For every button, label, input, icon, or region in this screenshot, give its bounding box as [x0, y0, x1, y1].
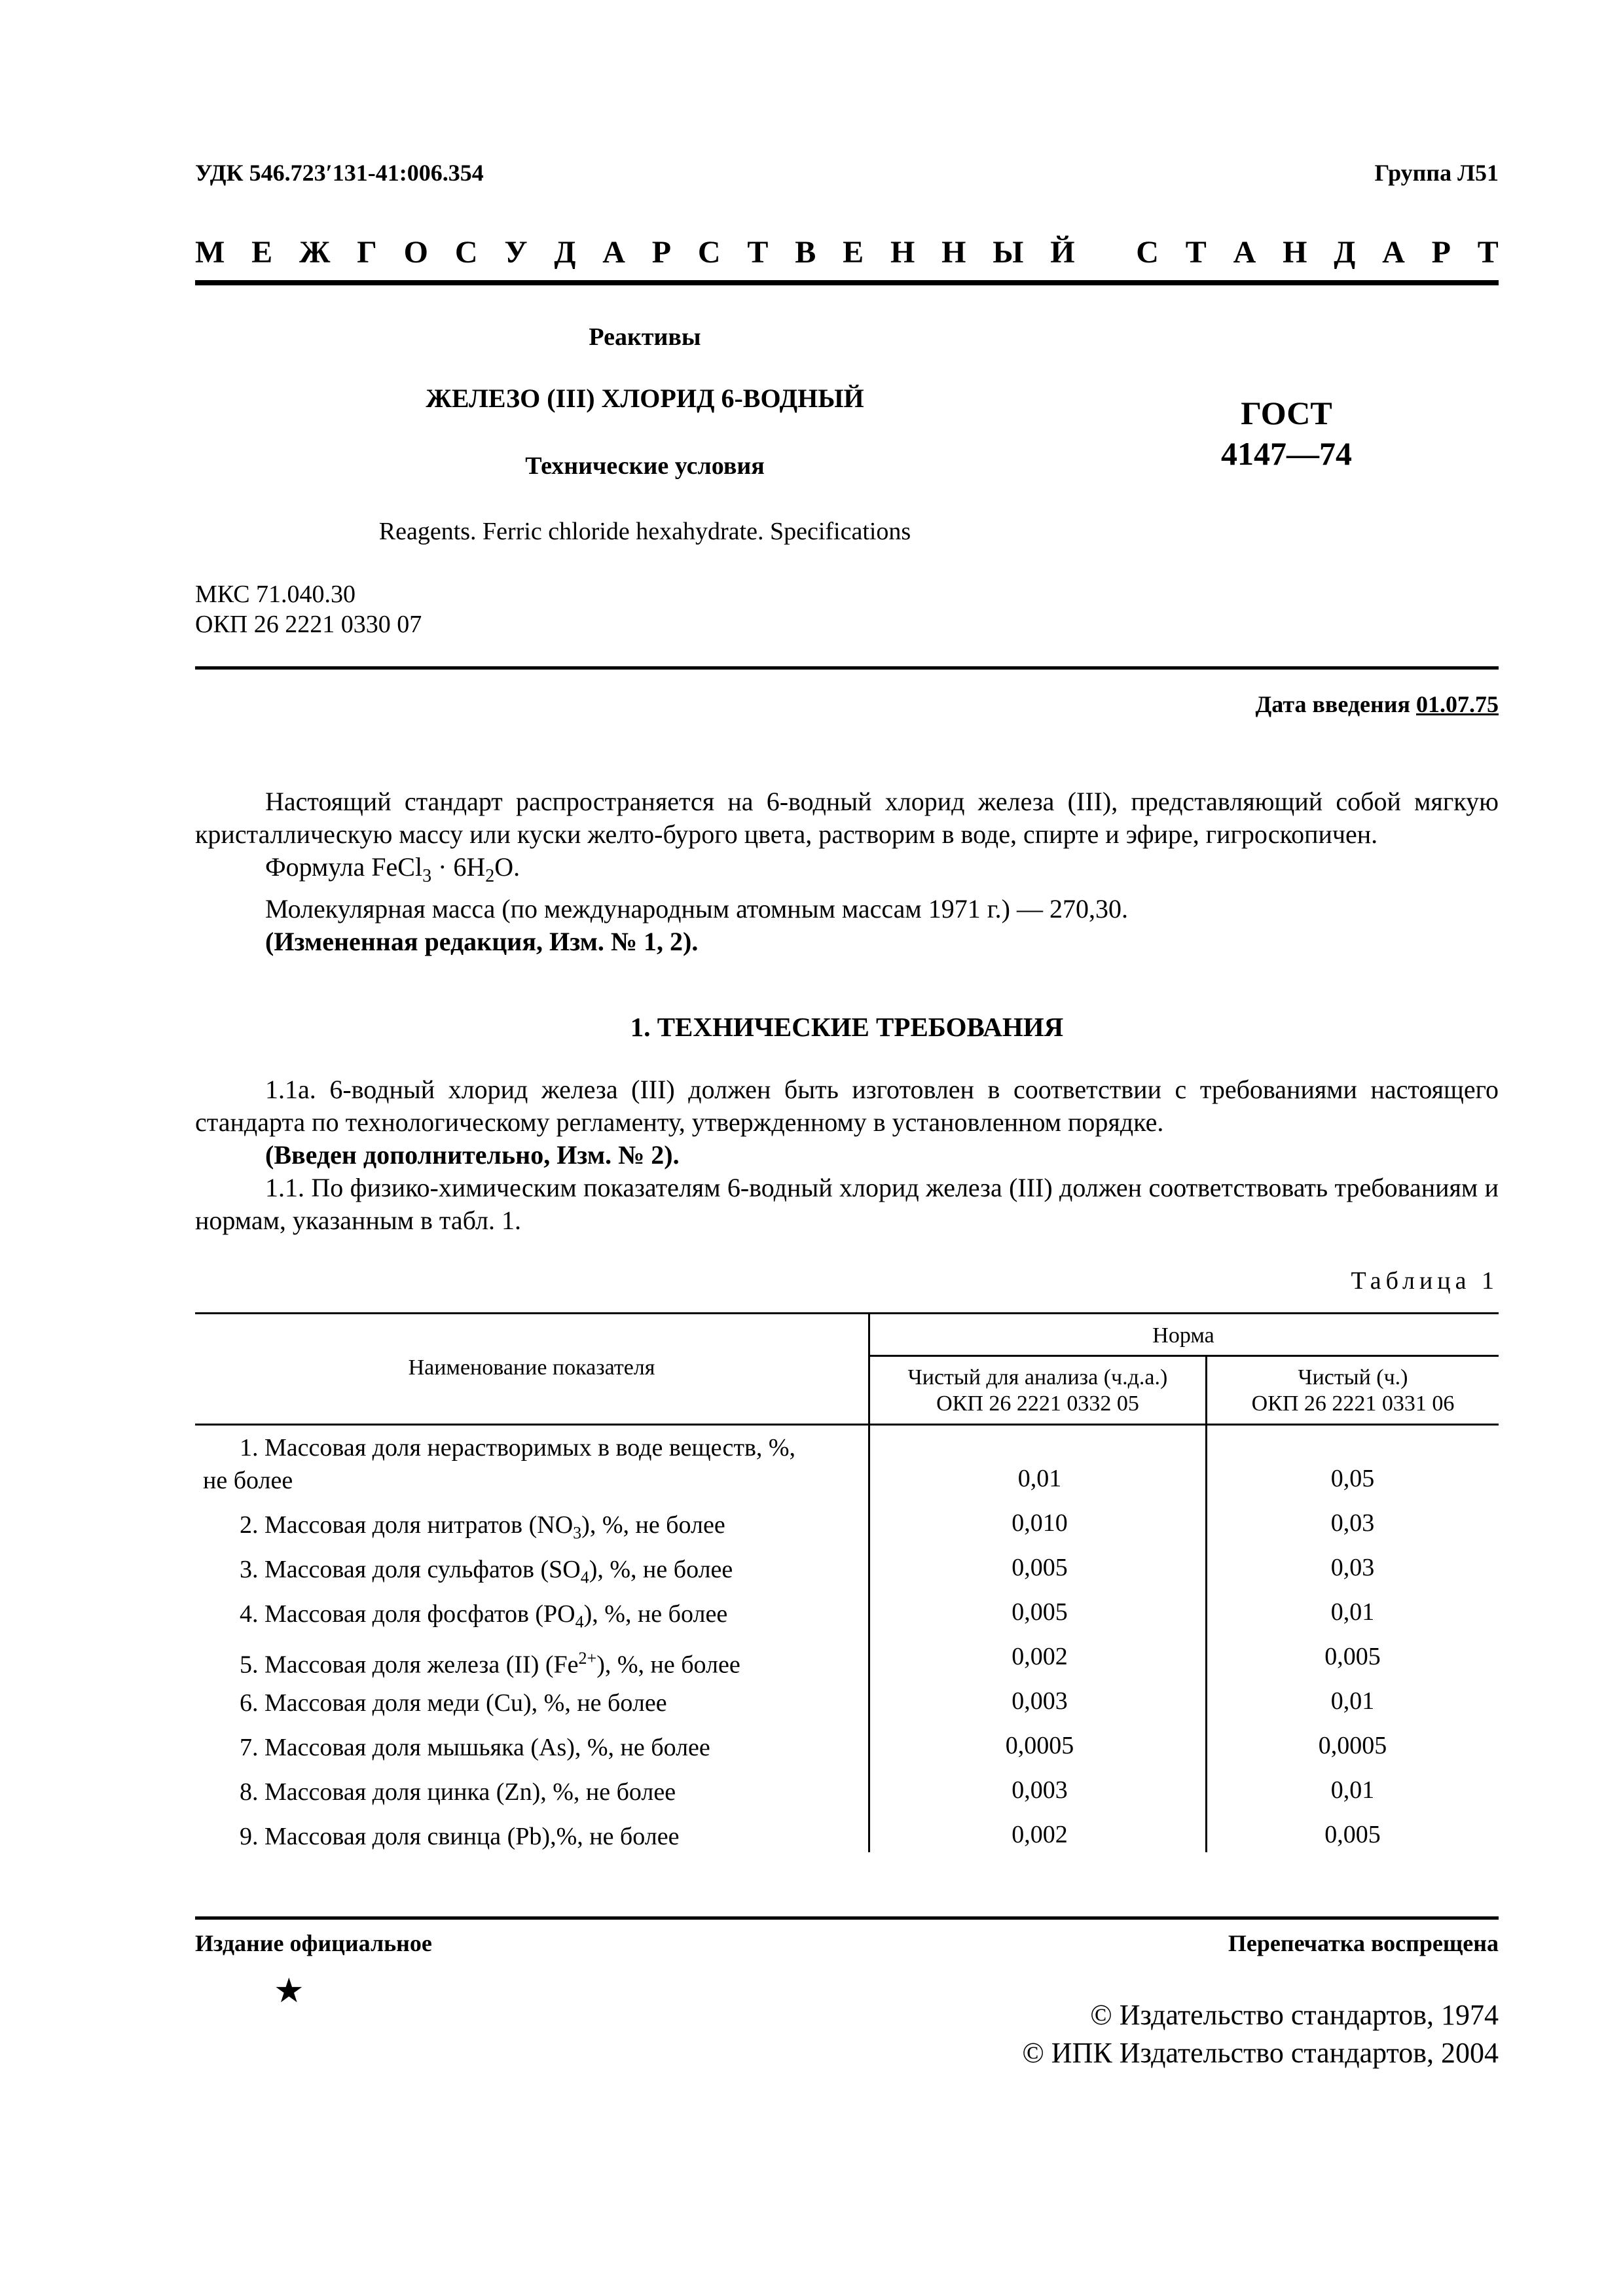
- section-heading: 1. ТЕХНИЧЕСКИЕ ТРЕБОВАНИЯ: [630, 1012, 1064, 1042]
- row-value-ch: 0,03: [1330, 1509, 1375, 1537]
- table-row: [195, 1431, 1499, 1497]
- gost-designation: [1146, 393, 1427, 474]
- star-icon: ★: [274, 1973, 304, 2010]
- heading-letter: Р: [1431, 235, 1451, 270]
- row-value-chda: 0,010: [1012, 1509, 1068, 1537]
- clause-1-1: 1.1. По физико-химическим показателям 6-водный хлорид железа (III) должен соответствовать требованиям и нормам, указанным в табл. 1.: [195, 1173, 1499, 1235]
- row-value-chda: 0,003: [1012, 1687, 1068, 1715]
- row-name: 2. Массовая доля нитратов $(NO_3)$, %, не более: [240, 1511, 725, 1543]
- heading-letter: Ы: [993, 235, 1024, 270]
- amendment-note: (Измененная редакция, Изм. № 1, 2).: [265, 927, 699, 956]
- row-value-ch: 0,01: [1330, 1776, 1375, 1804]
- heading-letter: Н: [941, 235, 966, 270]
- gost-label: ГОСТ: [1241, 395, 1332, 431]
- intro-date-value: 01.07.75: [1416, 691, 1499, 717]
- heading-letter: С: [1136, 235, 1159, 270]
- heading-letter: С: [697, 235, 721, 270]
- clause-1-1a: 1.1а. 6-водный хлорид железа (III) должен быть изготовлен в соответствии с требованиями настоящего стандарта по технологическому регламенту, утвержденному в установленном порядке.: [195, 1075, 1499, 1137]
- clause-1-1a-note: (Введен дополнительно, Изм. № 2).: [265, 1140, 680, 1170]
- section1-text: [195, 1073, 1499, 1237]
- col-header-ch: Чистый (ч.) ОКП 26 2221 0331 06: [1251, 1365, 1455, 1416]
- reprint-prohibited: Перепечатка воспрещена: [1228, 1930, 1499, 1956]
- footer-rule: [195, 1916, 1499, 1920]
- header-rule: [195, 280, 1499, 285]
- col-header-norm: Норма: [1152, 1323, 1214, 1348]
- intro-date: [1256, 691, 1499, 718]
- row-value-ch: 0,01: [1330, 1598, 1375, 1626]
- heading-letter: С: [454, 235, 478, 270]
- row-value-chda: 0,01: [1017, 1465, 1062, 1492]
- category-title: Реактивы: [589, 323, 701, 351]
- copyright-block: [1022, 1996, 1499, 2072]
- interstate-standard-heading: [195, 234, 1499, 270]
- row-name: 5. Массовая доля железа (II) $(Fe^{2+})$, %, не более: [240, 1649, 740, 1679]
- row-value-chda: 0,005: [1012, 1598, 1068, 1626]
- row-name: 7. Массовая доля мышьяка (As), %, не более: [240, 1734, 710, 1761]
- english-title: Reagents. Ferric chloride hexahydrate. Specifications: [378, 518, 911, 545]
- heading-letter: Й: [1050, 235, 1075, 270]
- document-subtitle: Технические условия: [525, 452, 765, 480]
- official-edition: Издание официальное: [195, 1930, 432, 1956]
- col-header-chda: Чистый для анализа (ч.д.а.) ОКП 26 2221 0332 05: [907, 1365, 1168, 1416]
- heading-letter: А: [1382, 235, 1405, 270]
- row-value-chda: 0,003: [1012, 1776, 1068, 1804]
- document-title: ЖЕЛЕЗО (III) ХЛОРИД 6-ВОДНЫЙ: [426, 384, 864, 413]
- row-name: 9. Массовая доля свинца (Pb),%, не более: [240, 1823, 680, 1850]
- table-header-rule: [195, 1424, 1499, 1426]
- copyright-2004: © ИПК Издательство стандартов, 2004: [1022, 2037, 1499, 2069]
- row-name: 1. Массовая доля нерастворимых в воде веществ, %, не более: [203, 1434, 796, 1494]
- requirements-table: [195, 1312, 1499, 1856]
- heading-letter: Ж: [299, 235, 331, 270]
- row-value-chda: 0,002: [1012, 1821, 1068, 1848]
- heading-letter: Д: [1334, 235, 1356, 270]
- heading-letter: Н: [1283, 235, 1307, 270]
- row-value-chda: 0,002: [1012, 1643, 1068, 1670]
- row-value-ch: 0,03: [1330, 1554, 1375, 1581]
- udk-code: УДК 546.723′131-41:006.354: [195, 160, 484, 186]
- heading-letter: У: [504, 235, 528, 270]
- intro-paragraph: Настоящий стандарт распространяется на 6-водный хлорид железа (III), представляющий собой мягкую кристаллическую массу или куски желто-бурого цвета, растворим в воде, спирте и эфире, гигроскопичен.: [195, 787, 1499, 849]
- col-header-name: Наименование показателя: [408, 1355, 655, 1380]
- row-value-chda: 0,005: [1012, 1554, 1068, 1581]
- formula-line: Формула FeCl$_3$ · $6H_2O$.: [265, 852, 520, 886]
- heading-letter: Р: [651, 235, 672, 270]
- heading-letter: [1101, 234, 1109, 270]
- heading-letter: О: [403, 235, 428, 270]
- row-name: 3. Массовая доля сульфатов $(SO_4)$, %, не более: [240, 1556, 733, 1587]
- table-caption: Таблица 1: [1351, 1267, 1499, 1295]
- table-norm-rule: [868, 1355, 1499, 1357]
- intro-date-label: Дата введения: [1255, 691, 1410, 717]
- heading-letter: Е: [843, 235, 864, 270]
- heading-letter: Т: [1185, 235, 1207, 270]
- heading-letter: М: [195, 235, 225, 270]
- okp-code: ОКП 26 2221 0330 07: [195, 611, 422, 638]
- heading-letter: Н: [890, 235, 915, 270]
- row-name: 4. Массовая доля фосфатов $(PO_4)$, %, не более: [240, 1600, 728, 1632]
- heading-letter: Д: [554, 235, 576, 270]
- heading-letter: Е: [251, 235, 273, 270]
- heading-letter: А: [1233, 235, 1256, 270]
- copyright-1974: © Издательство стандартов, 1974: [1090, 1999, 1499, 2031]
- heading-letter: Г: [357, 235, 377, 270]
- group-code: Группа Л51: [1374, 160, 1499, 186]
- heading-letter: Т: [747, 235, 769, 270]
- classification-codes: [195, 579, 422, 639]
- mks-code: МКС 71.040.30: [195, 581, 356, 608]
- intro-text: [195, 785, 1499, 958]
- heading-letter: В: [795, 235, 816, 270]
- row-value-ch: 0,005: [1324, 1643, 1381, 1670]
- row-name: 8. Массовая доля цинка (Zn), %, не более: [240, 1778, 676, 1806]
- gost-number: 4147—74: [1221, 435, 1352, 472]
- row-value-ch: 0,05: [1330, 1465, 1375, 1492]
- title-rule: [195, 666, 1499, 670]
- molecular-mass: Молекулярная масса (по международным атомным массам 1971 г.) — 270,30.: [265, 894, 1128, 924]
- row-name: 6. Массовая доля меди (Cu), %, не более: [240, 1689, 667, 1717]
- row-value-ch: 0,005: [1324, 1821, 1381, 1848]
- table-top-rule: [195, 1312, 1499, 1314]
- heading-letter: А: [602, 235, 625, 270]
- row-value-ch: 0,0005: [1318, 1732, 1387, 1759]
- heading-letter: Т: [1477, 235, 1499, 270]
- row-value-ch: 0,01: [1330, 1687, 1375, 1715]
- row-value-chda: 0,0005: [1005, 1732, 1074, 1759]
